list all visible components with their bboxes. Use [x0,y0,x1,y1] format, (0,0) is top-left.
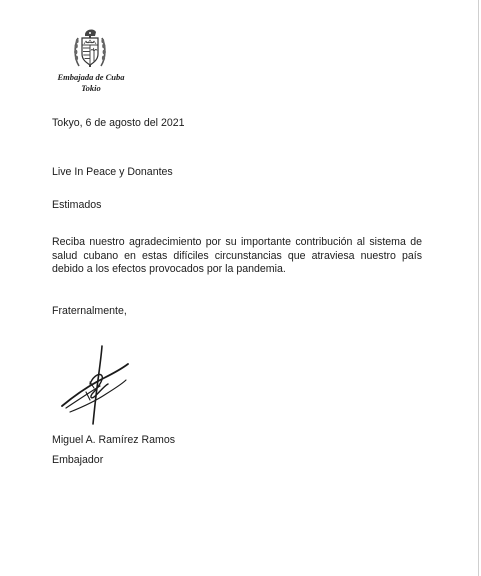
embassy-name-line1: Embajada de Cuba [57,72,125,82]
salutation: Estimados [52,199,102,211]
page-edge [478,0,479,576]
letter-body: Reciba nuestro agradecimiento por su importante contribución al sistema de salud cubano en estas difíciles circunstancias que atraviesa nuestro país debido a los efectos provocados por la pandemia. [52,236,422,275]
signer-name: Miguel A. Ramírez Ramos [52,434,176,446]
embassy-name [52,72,130,94]
cuba-coat-of-arms-icon [73,28,107,70]
embassy-city: Tokio [81,83,101,93]
place-date: Tokyo, 6 de agosto del 2021 [52,117,185,129]
signer-title: Embajador [52,454,104,466]
recipient: Live In Peace y Donantes [52,166,173,178]
closing: Fraternalmente, [52,305,127,317]
handwritten-signature-icon [60,342,132,426]
